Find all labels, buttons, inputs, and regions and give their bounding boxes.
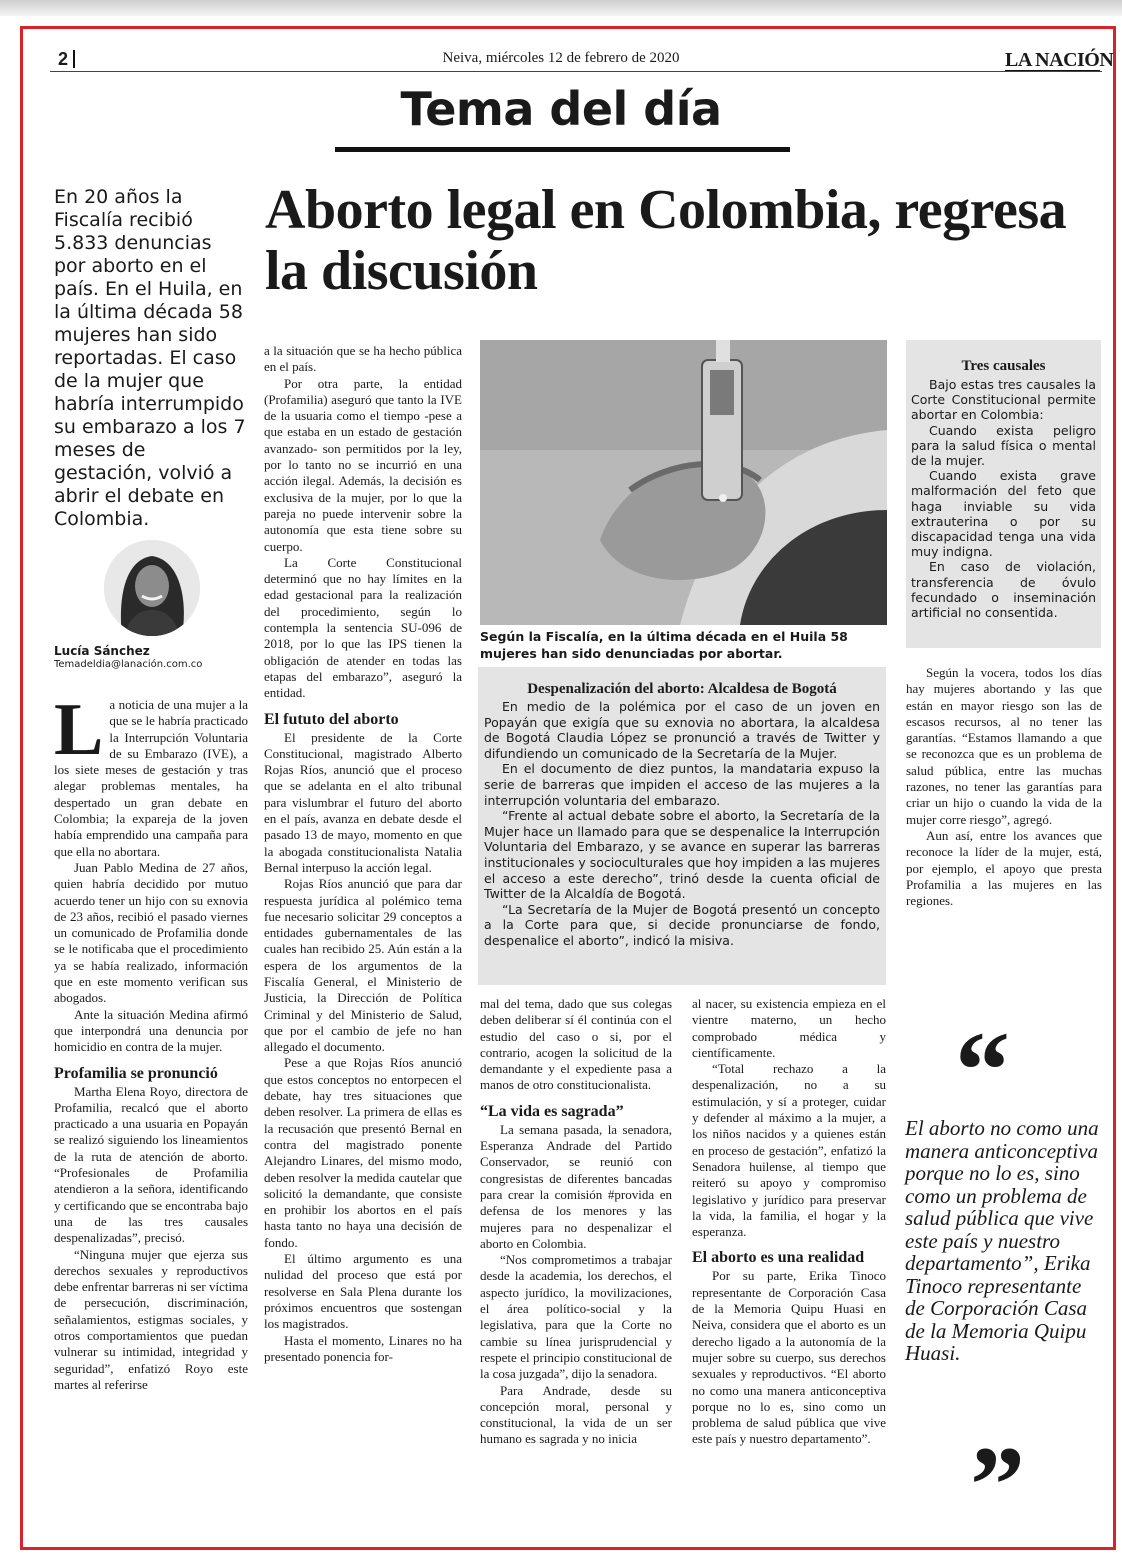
box-title: Despenalización del aborto: Alcaldesa de Bogotá xyxy=(527,681,837,697)
headline: Aborto legal en Colombia, regresa la discusión xyxy=(265,179,1067,302)
box-paragraph: “Frente al actual debate sobre el aborto, la Secretaría de la Mujer hace un llamado para que se despenalice la Interrupción Voluntaria del Embarazo, y se avance en superar las barreras institucionales y socioculturales que hoy impiden a las mujeres el acceso a este derecho”, trinó desde la cuenta oficial de Twitter de la Alcaldía de Bogotá. xyxy=(484,808,881,902)
article-column-1 xyxy=(54,689,248,1393)
box-paragraph: En el documento de diez puntos, la mandataria expuso la serie de barreras que impiden el acceso de las mujeres a la interrupción voluntaria del embarazo. xyxy=(484,761,880,808)
newspaper-logo: LA NACIÓN xyxy=(1005,49,1114,71)
pull-quote: El aborto no como una manera anticonceptiva porque no lo es, sino como un problema de salud pública que vive este país y nuestro departamento”, Erika Tinoco representante de Corporación Casa de la Memoria Quipu Huasi. xyxy=(905,1116,1099,1365)
lede: En 20 años la Fiscalía recibió 5.833 denuncias por aborto en el país. En el Huila, en la última década 58 mujeres han sido reportadas. El caso de la mujer que habría interrumpido su embarazo a los 7 meses de gestación, volvió a abrir el debate en Colombia. xyxy=(54,186,246,530)
author-name: Lucía Sánchez xyxy=(54,644,150,658)
scan-edge xyxy=(0,0,1122,16)
paragraph: a la situación que se ha hecho pública en el país. xyxy=(264,343,462,375)
paragraph: a noticia de una mujer a la que se le habría practicado la Interrupción Voluntaria de su Embarazo (IVE), a los siete meses de gestación y tras alegar problemas mentales, ha despertado un gran debate en Colombia; la expareja de la joven había emprendido una campaña para que ella no abortara. xyxy=(54,697,248,859)
sidebar-paragraph: Cuando exista peligro para la salud física o mental de la mujer. xyxy=(911,422,1096,469)
paragraph: Por su parte, Erika Tinoco representante de Corporación Casa de la Memoria Quipu Huasi en Neiva, considera que el aborto es un derecho ligado a la autonomía de la mujer sobre su cuerpo, sus derechos sexuales y reproductivos. “El aborto no como una manera anticonceptiva porque no lo es, sino como un problema de salud pública que vive este país y nuestro departamento”. xyxy=(692,1268,886,1447)
paragraph: El último argumento es una nulidad del proceso que está por resolverse en Sala Plena durante los próximos encuentros que sostengan los magistrados. xyxy=(264,1251,462,1332)
paragraph: “Ninguna mujer que ejerza sus derechos sexuales y reproductivos debe enfrentar barreras ni ser víctima de persecución, discriminación, señalamientos, estigmas sociales, y otros comportamientos que puedan vulnerar su intimidad, integridad y seguridad”, enfatizó Royo este martes al referirse xyxy=(54,1246,248,1392)
paragraph: Rojas Ríos anunció que para dar respuesta jurídica al polémico tema fue necesario solicitar 29 conceptos a entidades gubernamentales de las cuales han recibido 25. Aún están a la espera de los argumentos de la Fiscalía General, el Ministerio de Justicia, la Dirección de Política Criminal y del Ministerio de Salud, que por el cambio de jefe no han allegado el documento. xyxy=(264,876,462,1055)
paragraph: Aun así, entre los avances que reconoce la líder de la mujer, está, por ejemplo, el apoyo que presta Profamilia a las mujeres en las regiones. xyxy=(906,827,1102,909)
paragraph: Según la vocera, todos los días hay mujeres abortando y las que están en mayor riesgo son las de escasos recursos, al no tener las garantías. “Estamos llamando a que se reconozca que es un problema de salud pública, entre las muchas razones, no tener las garantías para criar un hijo o cuando la vida de la mujer corre riesgo”, agregó. xyxy=(906,665,1102,827)
sidebar-paragraph: Bajo estas tres causales la Corte Constitucional permite abortar en Colombia: xyxy=(911,377,1096,423)
open-quote-icon: “ xyxy=(955,1009,1010,1131)
pregnancy-ultrasound-photo xyxy=(480,340,887,625)
author-portrait-icon xyxy=(104,540,200,636)
paragraph: La semana pasada, la senadora, Esperanza Andrade del Partido Conservador, se reunió con congresistas de diferentes bancadas para crear la comisión #provida en defensa de los menores y las mujeres para no despenalizar el aborto en Colombia. xyxy=(480,1121,672,1251)
paragraph: Para Andrade, desde su concepción moral, personal y constitucional, la vida de un ser humano es sagrada y no inicia xyxy=(480,1382,672,1447)
box-paragraph: En medio de la polémica por el caso de un joven en Popayán que exigía que su exnovia no abortara, la alcaldesa de Bogotá Claudia López se pronunció a través de Twitter y difundiendo un comunicado de la Secretaría de la Mujer. xyxy=(484,699,880,761)
section-title: Tema del día xyxy=(400,82,722,136)
paragraph: “Total rechazo a la despenalización, no a su estimulación, y sí a proteger, cuidar y defender al máximo a la mujer, a los niños nacidos y a quienes están en proceso de gestación”, enfatizó la Senadora huilense, al tiempo que reiteró su apoyo y compromiso legislativo y jurídico para preservar la vida, la familia, el hogar y la esperanza. xyxy=(692,1061,886,1240)
author-email: Temadeldia@lanación.com.co xyxy=(54,659,203,670)
paragraph: Hasta el momento, Linares no ha presentado ponencia for- xyxy=(264,1332,462,1364)
dropcap: L xyxy=(54,689,104,771)
paragraph: El presidente de la Corte Constitucional, magistrado Alberto Rojas Ríos, anunció que el proceso que se adelanta en el alto tribunal para vislumbrar el futuro del aborto en el país, avanza en debate desde el pasado 13 de mayo, momento en que la abogada constitucionalista Natalia Bernal interpuso la acción legal. xyxy=(264,729,462,875)
sidebar-paragraph: En caso de violación, transferencia de óvulo fecundado o inseminación artificial no consentida. xyxy=(911,559,1096,621)
box-paragraph: “La Secretaría de la Mujer de Bogotá presentó un concepto a la Corte para que, si decide pronunciarse de fondo, despenalice el aborto”, indicó la misiva. xyxy=(484,901,880,948)
article-column-3 xyxy=(480,996,672,1448)
sidebar-paragraph: Cuando exista grave malformación del feto que haga inviable su vida extrauterina o por su discapacidad tenga una vida muy indigna. xyxy=(911,468,1096,560)
paragraph: La Corte Constitucional determinó que no hay límites en la edad gestacional para la realización del procedimiento, según lo contempla la sentencia SU-096 de 2018, por lo que las IPS tienen la obligación de atender en todas las etapas del embarazo”, aseguró la entidad. xyxy=(264,554,462,701)
paragraph: Ante la situación Medina afirmó que interpondrá una denuncia por homicidio en contra de la mujer. xyxy=(54,1006,248,1055)
paragraph: Por otra parte, la entidad (Profamilia) aseguró que tanto la IVE de la usuaria como el tiempo -pese a que estaba en un estado de gestación avanzado- son permitidos por la ley, por lo tanto no se incurrió en una acción ilegal. Además, la decisión es exclusiva de la mujer, por lo que la pareja no puede intervenir sobre la autonomía que esta tiene sobre su cuerpo. xyxy=(264,375,462,554)
subheading: “La vida es sagrada” xyxy=(480,1102,624,1120)
header-rule xyxy=(50,71,1102,72)
article-column-4 xyxy=(692,996,886,1448)
author-photo xyxy=(104,540,200,636)
paragraph: al nacer, su existencia empieza en el vientre materno, un hecho comprobado médica y científicamente. xyxy=(692,996,886,1060)
sidebar-title: Tres causales xyxy=(961,358,1046,374)
box-alcaldesa xyxy=(478,667,886,985)
paragraph: Martha Elena Royo, directora de Profamilia, recalcó que el aborto practicado a una usuaria en Popayán se realizó siguiendo los lineamientos de la ruta de atención de aborto. “Profesionales de Profamilia atendieron a la señora, identificando y certificando que se encontraba bajo una de las tres causales despenalizadas”, precisó. xyxy=(54,1083,248,1246)
subheading: Profamilia se pronunció xyxy=(54,1064,218,1082)
photo-caption: Según la Fiscalía, en la última década en el Huila 58 mujeres han sido denunciadas por abortar. xyxy=(480,629,848,661)
article-column-2 xyxy=(264,343,462,1365)
section-rule xyxy=(335,147,790,152)
close-quote-icon: ” xyxy=(970,1424,1025,1546)
paragraph: Pese a que Rojas Ríos anunció que estos conceptos no entorpecen el debate, hay tres situaciones que deben resolver. La primera de ellas es la recusación que presentó Bernal en contra del magistrado ponente Alejandro Linares, del mismo modo, deben resolver la medida cautelar que solicitó la demandante, que consiste en prohibir los abortos en el país hasta tanto no haya una decisión de fondo. xyxy=(264,1055,462,1250)
article-photo xyxy=(480,340,887,625)
paragraph: “Nos comprometimos a trabajar desde la academia, los derechos, el aspecto jurídico, la movilizaciones, el área político-social y la legislativa, para que la Corte no cambie su línea jurisprudencial y respete el principio constitucional de la cosa juzgada”, dijo la senadora. xyxy=(480,1252,672,1382)
paragraph: Juan Pablo Medina de 27 años, quien habría decidido por mutuo acuerdo tener un hijo con su exnovia de 23 años, recibió el pasado viernes un comunicado de Profamilia donde se le notificaba que el procedimiento ya se había realizado, información que en este momento verifican sus abogados. xyxy=(54,859,248,1006)
paragraph: mal del tema, dado que sus colegas deben deliberar sí él continúa con el estudio del caso o si, por el contrario, acogen la solicitud de la demandante y el expediente pasa a manos de otro constitucionalista. xyxy=(480,996,672,1093)
subheading: El aborto es una realidad xyxy=(692,1249,865,1267)
page-number: 2 xyxy=(58,50,75,68)
subheading: El fututo del aborto xyxy=(264,710,399,728)
sidebar-tres-causales xyxy=(906,340,1101,648)
dateline: Neiva, miércoles 12 de febrero de 2020 xyxy=(442,50,680,66)
article-column-5 xyxy=(906,665,1102,909)
